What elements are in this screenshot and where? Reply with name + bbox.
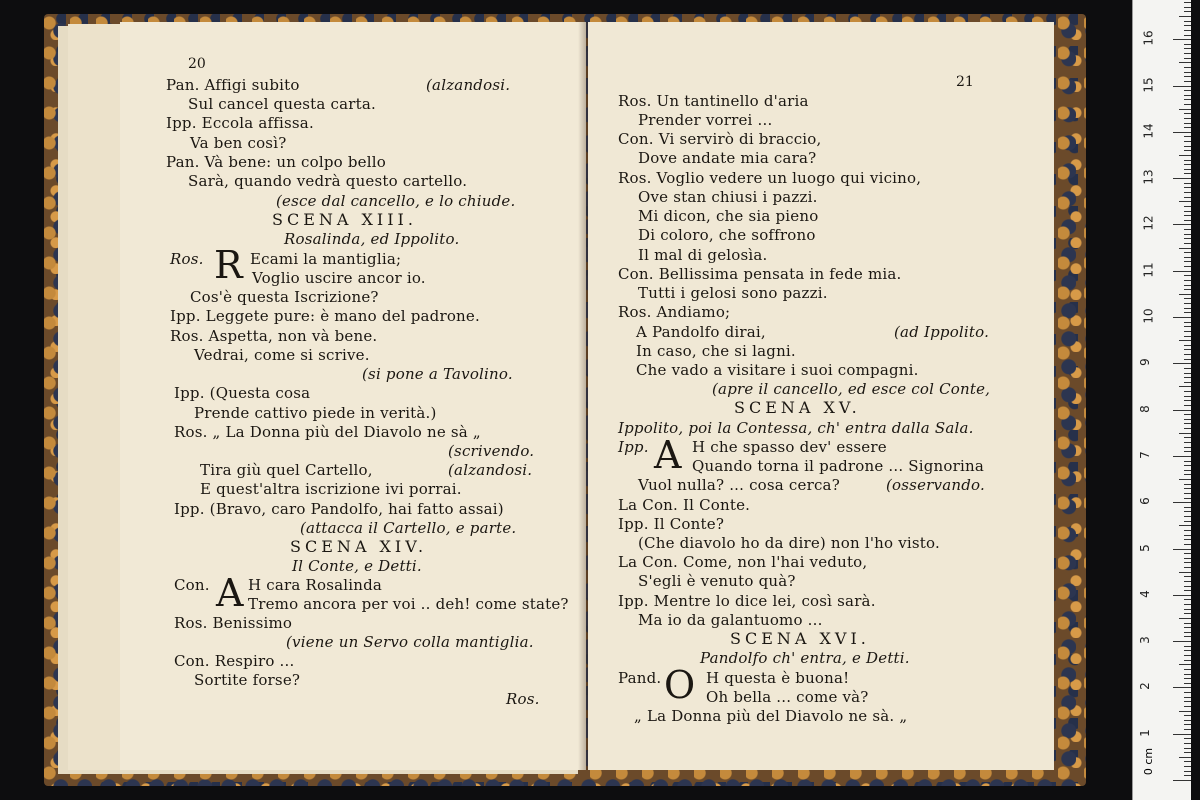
ruler-tick <box>1184 349 1191 350</box>
text-line: (Che diavolo ho da dire) non l'ho visto. <box>638 534 940 552</box>
text-line: Ros. Un tantinello d'aria <box>618 92 809 110</box>
text-line: Di coloro, che soffrono <box>638 226 816 244</box>
stage-direction: (alzandosi. <box>426 76 511 94</box>
ruler-tick <box>1179 386 1191 387</box>
ruler-tick <box>1179 572 1191 573</box>
ruler-tick <box>1184 123 1191 124</box>
ruler-tick <box>1184 303 1191 304</box>
ruler-tick <box>1179 757 1191 758</box>
ruler-label: 5 <box>1137 543 1152 552</box>
text-line: H cara Rosalinda <box>248 576 383 594</box>
ruler-tick <box>1179 62 1191 63</box>
ruler-label: 11 <box>1141 262 1156 278</box>
page-number: 20 <box>188 56 206 72</box>
ruler-tick <box>1184 164 1191 165</box>
ruler-tick <box>1184 461 1191 462</box>
ruler-tick <box>1184 474 1191 475</box>
ruler-tick <box>1184 183 1191 184</box>
ruler-tick <box>1184 187 1191 188</box>
ruler-tick <box>1184 243 1191 244</box>
text-line: Ros. Andiamo; <box>618 303 731 321</box>
ruler-tick <box>1184 562 1191 563</box>
text-line: La Con. Come, non l'hai veduto, <box>618 553 868 571</box>
drop-cap: R <box>214 243 243 287</box>
ruler-tick <box>1184 150 1191 151</box>
ruler-tick <box>1184 53 1191 54</box>
ruler-label: 10 <box>1141 308 1156 324</box>
ruler-tick <box>1184 627 1191 628</box>
stage-direction: (apre il cancello, ed esce col Conte, <box>712 380 991 398</box>
ruler-tick <box>1184 650 1191 651</box>
ruler-tick <box>1184 136 1191 137</box>
ruler-tick <box>1179 433 1191 434</box>
ruler-tick <box>1184 511 1191 512</box>
ruler-tick <box>1184 405 1191 406</box>
text-line: Ipp. (Questa cosa <box>174 384 311 402</box>
text-line: Ros. Aspetta, non và bene. <box>170 327 378 345</box>
measuring-ruler <box>1132 0 1191 800</box>
ruler-tick <box>1179 201 1191 202</box>
ruler-tick <box>1184 298 1191 299</box>
text-line: H che spasso dev' essere <box>692 438 887 456</box>
ruler-tick <box>1184 692 1191 693</box>
ruler-tick <box>1184 368 1191 369</box>
ruler-tick <box>1173 363 1191 364</box>
text-line: Oh bella ... come và? <box>706 688 869 706</box>
speaker-label: Pand. <box>618 669 662 687</box>
ruler-tick <box>1184 701 1191 702</box>
ruler-tick <box>1184 507 1191 508</box>
ruler-tick <box>1184 160 1191 161</box>
drop-cap: A <box>654 433 682 477</box>
ruler-tick <box>1173 502 1191 503</box>
ruler-tick <box>1184 697 1191 698</box>
text-line: Tira giù quel Cartello, <box>200 461 373 479</box>
page-number: 21 <box>956 74 974 90</box>
ruler-tick <box>1179 711 1191 712</box>
ruler-tick <box>1184 447 1191 448</box>
ruler-tick <box>1179 109 1191 110</box>
ruler-tick <box>1184 146 1191 147</box>
ruler-tick <box>1184 493 1191 494</box>
ruler-tick <box>1179 664 1191 665</box>
stage-direction: (attacca il Cartello, e parte. <box>300 519 517 537</box>
ruler-tick <box>1184 724 1191 725</box>
ruler-tick <box>1184 451 1191 452</box>
ruler-tick <box>1179 155 1191 156</box>
text-line: Con. Bellissima pensata in fede mia. <box>618 265 902 283</box>
ruler-label: 4 <box>1137 589 1152 598</box>
ruler-tick <box>1184 289 1191 290</box>
text-line: Prender vorrei ... <box>638 111 773 129</box>
ruler-tick <box>1179 248 1191 249</box>
ruler-tick <box>1184 2 1191 3</box>
stage-direction: (esce dal cancello, e lo chiude. <box>276 192 516 210</box>
ruler-tick <box>1184 266 1191 267</box>
text-line: Pan. Và bene: un colpo bello <box>166 153 386 171</box>
ruler-tick <box>1184 118 1191 119</box>
ruler-tick <box>1184 632 1191 633</box>
ruler-tick <box>1184 544 1191 545</box>
drop-cap: A <box>216 571 244 615</box>
speaker-label: Ipp. <box>618 438 649 456</box>
ruler-tick <box>1184 104 1191 105</box>
ruler-tick <box>1184 345 1191 346</box>
ruler-tick <box>1184 636 1191 637</box>
ruler-tick <box>1184 326 1191 327</box>
text-line: Ros. „ La Donna più del Diavolo ne sà „ <box>174 423 481 441</box>
text-line: Il mal di gelosìa. <box>638 246 768 264</box>
ruler-tick <box>1184 238 1191 239</box>
ruler-tick <box>1184 322 1191 323</box>
ruler-tick <box>1173 734 1191 735</box>
text-line: Vedrai, come si scrive. <box>194 346 370 364</box>
ruler-tick <box>1179 479 1191 480</box>
ruler-tick <box>1184 484 1191 485</box>
ruler-tick <box>1184 586 1191 587</box>
left-page <box>120 22 586 770</box>
ruler-tick <box>1184 99 1191 100</box>
ruler-tick <box>1184 173 1191 174</box>
ruler-tick <box>1184 539 1191 540</box>
ruler-tick <box>1184 229 1191 230</box>
character-list: Rosalinda, ed Ippolito. <box>284 230 460 248</box>
character-list: Ippolito, poi la Contessa, ch' entra dalla Sala. <box>618 419 974 437</box>
text-line: Ipp. (Bravo, caro Pandolfo, hai fatto assai) <box>174 500 504 518</box>
ruler-tick <box>1173 641 1191 642</box>
text-line: Ipp. Eccola affissa. <box>166 114 314 132</box>
text-line: Mi dicon, che sia pieno <box>638 207 819 225</box>
text-line: A Pandolfo dirai, <box>636 323 766 341</box>
ruler-tick <box>1184 669 1191 670</box>
right-page <box>588 22 1054 770</box>
ruler-tick <box>1184 706 1191 707</box>
character-list: Pandolfo ch' entra, e Detti. <box>700 649 910 667</box>
ruler-tick <box>1184 220 1191 221</box>
ruler-tick <box>1184 76 1191 77</box>
scene-heading: SCENA XIV. <box>290 537 428 556</box>
ruler-tick <box>1184 729 1191 730</box>
ruler-tick <box>1184 359 1191 360</box>
ruler-tick <box>1184 428 1191 429</box>
ruler-tick <box>1184 715 1191 716</box>
ruler-tick <box>1184 90 1191 91</box>
ruler-tick <box>1184 257 1191 258</box>
drop-cap: O <box>664 663 696 707</box>
text-line: Ecami la mantiglia; <box>250 250 402 268</box>
catchword: Ros. <box>506 690 540 708</box>
ruler-tick <box>1184 771 1191 772</box>
ruler-tick <box>1173 224 1191 225</box>
scene-heading: SCENA XVI. <box>730 629 870 648</box>
text-line: Ove stan chiusi i pazzi. <box>638 188 818 206</box>
ruler-tick <box>1184 95 1191 96</box>
ruler-tick <box>1184 558 1191 559</box>
text-line: Sortite forse? <box>194 671 301 689</box>
text-line: E quest'altra iscrizione ivi porrai. <box>200 480 462 498</box>
text-line: S'egli è venuto quà? <box>638 572 796 590</box>
ruler-label: 6 <box>1137 497 1152 506</box>
ruler-tick <box>1184 377 1191 378</box>
ruler-tick <box>1184 285 1191 286</box>
ruler-tick <box>1184 141 1191 142</box>
ruler-tick <box>1184 234 1191 235</box>
ruler-tick <box>1184 206 1191 207</box>
ruler-tick <box>1173 39 1191 40</box>
ruler-tick <box>1184 252 1191 253</box>
ruler-tick <box>1184 197 1191 198</box>
ruler-label: 9 <box>1137 358 1152 367</box>
ruler-tick <box>1184 215 1191 216</box>
text-line: Ma io da galantuomo ... <box>638 611 823 629</box>
ruler-tick <box>1184 521 1191 522</box>
ruler-tick <box>1184 419 1191 420</box>
text-line: Sul cancel questa carta. <box>188 95 376 113</box>
ruler-tick <box>1184 678 1191 679</box>
ruler-unit: 0 cm <box>1142 747 1156 776</box>
ruler-tick <box>1184 646 1191 647</box>
text-line: Ipp. Leggete pure: è mano del padrone. <box>170 307 480 325</box>
ruler-tick <box>1184 67 1191 68</box>
ruler-tick <box>1184 30 1191 31</box>
scene-heading: SCENA XV. <box>734 398 861 417</box>
text-line: Voglio uscire ancor io. <box>252 269 426 287</box>
ruler-tick <box>1184 609 1191 610</box>
ruler-tick <box>1173 317 1191 318</box>
ruler-tick <box>1184 280 1191 281</box>
ruler-label: 3 <box>1137 636 1152 644</box>
text-line: Vuol nulla? ... cosa cerca? <box>638 476 840 494</box>
ruler-tick <box>1184 44 1191 45</box>
ruler-tick <box>1184 442 1191 443</box>
ruler-tick <box>1184 655 1191 656</box>
ruler-tick <box>1184 391 1191 392</box>
ruler-tick <box>1184 674 1191 675</box>
ruler-tick <box>1173 410 1191 411</box>
text-line: Dove andate mia cara? <box>638 149 817 167</box>
text-line: „ La Donna più del Diavolo ne sà. „ <box>634 707 908 725</box>
ruler-tick <box>1184 211 1191 212</box>
ruler-tick <box>1184 336 1191 337</box>
ruler-tick <box>1179 618 1191 619</box>
ruler-tick <box>1184 535 1191 536</box>
ruler-tick <box>1179 340 1191 341</box>
character-list: Il Conte, e Detti. <box>292 557 422 575</box>
ruler-tick <box>1184 354 1191 355</box>
ruler-tick <box>1184 308 1191 309</box>
ruler-tick <box>1173 687 1191 688</box>
ruler-tick <box>1184 382 1191 383</box>
ruler-label: 14 <box>1141 123 1156 139</box>
ruler-tick <box>1184 553 1191 554</box>
ruler-tick <box>1184 660 1191 661</box>
ruler-tick <box>1184 81 1191 82</box>
text-line: Tremo ancora per voi .. deh! come state? <box>248 595 569 613</box>
ruler-tick <box>1184 516 1191 517</box>
stage-direction: (viene un Servo colla mantiglia. <box>286 633 534 651</box>
ruler-tick <box>1173 456 1191 457</box>
ruler-tick <box>1173 595 1191 596</box>
ruler-tick <box>1184 752 1191 753</box>
ruler-tick <box>1184 576 1191 577</box>
text-line: Sarà, quando vedrà questo cartello. <box>188 172 468 190</box>
ruler-tick <box>1173 271 1191 272</box>
ruler-label: 12 <box>1141 215 1156 232</box>
scene-heading: SCENA XIII. <box>272 210 417 229</box>
ruler-tick <box>1184 683 1191 684</box>
ruler-tick <box>1184 11 1191 12</box>
ruler-tick <box>1184 437 1191 438</box>
text-line: Ipp. Mentre lo dice lei, così sarà. <box>618 592 876 610</box>
ruler-tick <box>1184 72 1191 73</box>
stage-direction: (alzandosi. <box>448 461 533 479</box>
ruler-tick <box>1184 21 1191 22</box>
ruler-tick <box>1179 525 1191 526</box>
text-line: Prende cattivo piede in verità.) <box>194 404 437 422</box>
ruler-tick <box>1184 720 1191 721</box>
stage-direction: (si pone a Tavolino. <box>362 365 513 383</box>
speaker-label: Con. <box>174 576 210 594</box>
ruler-tick <box>1184 396 1191 397</box>
ruler-tick <box>1184 312 1191 313</box>
ruler-tick <box>1184 127 1191 128</box>
ruler-tick <box>1184 414 1191 415</box>
text-line: Ipp. Il Conte? <box>618 515 725 533</box>
ruler-tick <box>1184 748 1191 749</box>
ruler-tick <box>1173 86 1191 87</box>
ruler-tick <box>1179 16 1191 17</box>
ruler-tick <box>1173 780 1191 781</box>
ruler-tick <box>1184 192 1191 193</box>
ruler-tick <box>1184 743 1191 744</box>
ruler-tick <box>1184 35 1191 36</box>
ruler-tick <box>1184 488 1191 489</box>
ruler-tick <box>1184 331 1191 332</box>
ruler-tick <box>1184 604 1191 605</box>
text-line: Con. Respiro ... <box>174 652 295 670</box>
ruler-tick <box>1184 48 1191 49</box>
ruler-label: 13 <box>1141 169 1156 185</box>
ruler-tick <box>1184 58 1191 59</box>
ruler-tick <box>1184 400 1191 401</box>
ruler-tick <box>1184 113 1191 114</box>
ruler-tick <box>1184 599 1191 600</box>
ruler-tick <box>1184 275 1191 276</box>
ruler-tick <box>1184 613 1191 614</box>
ruler-label: 1 <box>1137 728 1152 737</box>
text-line: Con. Vi servirò di braccio, <box>618 130 822 148</box>
ruler-tick <box>1184 761 1191 762</box>
text-line: Pan. Affigi subito <box>166 76 300 94</box>
ruler-tick <box>1184 581 1191 582</box>
text-line: H questa è buona! <box>706 669 850 687</box>
text-line: In caso, che si lagni. <box>636 342 796 360</box>
ruler-tick <box>1184 738 1191 739</box>
text-line: Quando torna il padrone ... Signorina <box>692 457 984 475</box>
ruler-tick <box>1184 766 1191 767</box>
ruler-label: 16 <box>1141 30 1156 46</box>
ruler-tick <box>1179 294 1191 295</box>
text-line: Ros. Voglio vedere un luogo qui vicino, <box>618 169 922 187</box>
ruler-tick <box>1184 423 1191 424</box>
ruler-tick <box>1184 470 1191 471</box>
ruler-tick <box>1173 549 1191 550</box>
ruler-tick <box>1173 132 1191 133</box>
ruler-tick <box>1184 465 1191 466</box>
ruler-tick <box>1184 567 1191 568</box>
ruler-tick <box>1184 775 1191 776</box>
ruler-label: 8 <box>1137 404 1152 413</box>
stage-direction: (osservando. <box>886 476 985 494</box>
stage-direction: (ad Ippolito. <box>894 323 990 341</box>
ruler-tick <box>1173 178 1191 179</box>
ruler-label: 7 <box>1137 451 1152 459</box>
ruler-tick <box>1184 25 1191 26</box>
ruler-tick <box>1184 169 1191 170</box>
ruler-tick <box>1184 373 1191 374</box>
stage-direction: (scrivendo. <box>448 442 535 460</box>
ruler-tick <box>1184 590 1191 591</box>
text-line: Che vado a visitare i suoi compagni. <box>636 361 919 379</box>
text-line: La Con. Il Conte. <box>618 496 751 514</box>
text-line: Va ben così? <box>190 134 287 152</box>
speaker-label: Ros. <box>170 250 204 268</box>
text-line: Cos'è questa Iscrizione? <box>190 288 379 306</box>
ruler-tick <box>1184 498 1191 499</box>
text-line: Tutti i gelosi sono pazzi. <box>638 284 828 302</box>
ruler-tick <box>1184 261 1191 262</box>
ruler-tick <box>1184 623 1191 624</box>
ruler-tick <box>1184 530 1191 531</box>
ruler-tick <box>1184 7 1191 8</box>
ruler-label: 2 <box>1137 682 1152 691</box>
ruler-label: 15 <box>1141 76 1156 93</box>
text-line: Ros. Benissimo <box>174 614 293 632</box>
